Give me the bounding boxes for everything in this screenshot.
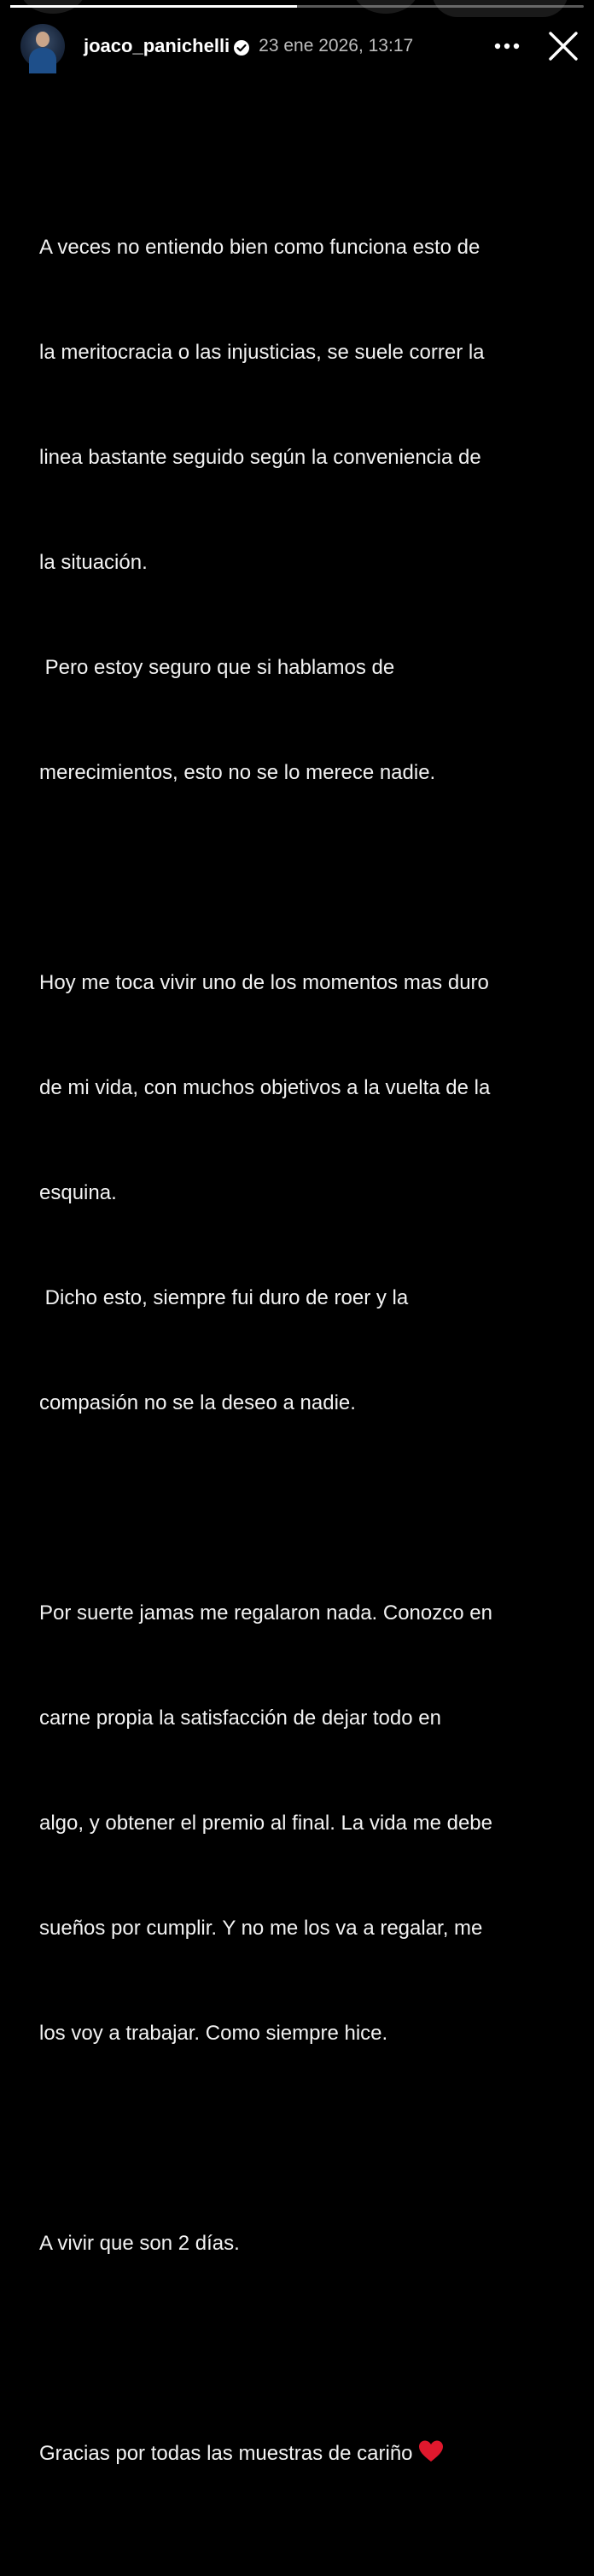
- red-heart-icon: [418, 2439, 444, 2463]
- story-progress-fill: [10, 5, 297, 8]
- story-text-content: [39, 160, 568, 2576]
- verified-badge-icon: [233, 39, 250, 56]
- text-line: compasión no se la deseo a nadie.: [39, 1391, 356, 1414]
- text-line: Pero estoy seguro que si hablamos de: [39, 656, 395, 679]
- paragraph: [39, 160, 568, 860]
- text-line: esquina.: [39, 1181, 117, 1204]
- text-line: algo, y obtener el premio al final. La vida me debe: [39, 1812, 492, 1835]
- paragraph: [39, 1525, 568, 2121]
- text-line: carne propia la satisfacción de dejar todo en: [39, 1707, 441, 1730]
- text-line: Hoy me toca vivir uno de los momentos mas duro: [39, 971, 489, 994]
- text-line: la meritocracia o las injusticias, se suele correr la: [39, 341, 485, 364]
- avatar-head: [36, 32, 50, 47]
- closing-text: Gracias por todas las muestras de cariño: [39, 2442, 413, 2465]
- text-line: [39, 2436, 568, 2471]
- username[interactable]: joaco_panichelli: [84, 35, 230, 56]
- text-line: de mi vida, con muchos objetivos a la vuelta de la: [39, 1076, 491, 1099]
- top-control-shadow: [432, 0, 568, 17]
- text-line: Dicho esto, siempre fui duro de roer y la: [39, 1286, 409, 1309]
- avatar-body: [29, 48, 56, 73]
- text-line: los voy a trabajar. Como siempre hice.: [39, 2022, 388, 2045]
- more-horizontal-icon[interactable]: [492, 31, 522, 61]
- post-timestamp: 23 ene 2026, 13:17: [259, 36, 414, 56]
- text-line: sueños por cumplir. Y no me los va a regalar, me: [39, 1917, 483, 1940]
- text-line: la situación.: [39, 551, 148, 574]
- story-progress-bar: [10, 5, 584, 8]
- story-header: [20, 24, 580, 68]
- avatar[interactable]: [20, 24, 65, 68]
- paragraph: [39, 895, 568, 1490]
- close-icon[interactable]: [546, 29, 580, 63]
- text-line: A veces no entiendo bien como funciona esto de: [39, 236, 480, 259]
- text-line: Por suerte jamas me regalaron nada. Conozco en: [39, 1601, 492, 1625]
- text-line: linea bastante seguido según la conveniencia de: [39, 446, 481, 469]
- text-line: A vivir que son 2 días.: [39, 2232, 240, 2255]
- paragraph: [39, 2366, 568, 2541]
- text-line: merecimientos, esto no se lo merece nadie.: [39, 761, 436, 784]
- paragraph: [39, 2156, 568, 2331]
